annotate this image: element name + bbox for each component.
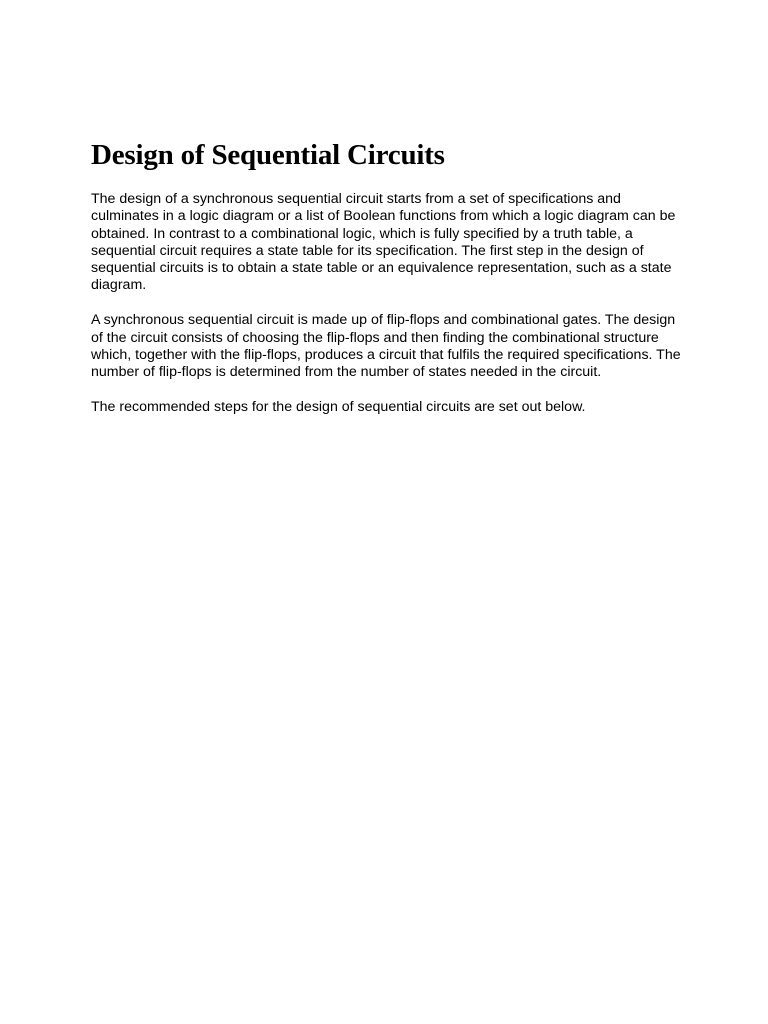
- document-body: [91, 138, 681, 434]
- paragraph-intro: The design of a synchronous sequential circuit starts from a set of specifications and culminates in a logic diagram or a list of Boolean functions from which a logic diagram can be obtained. In contrast to a combinational logic, which is fully specified by a truth table, a sequential circuit requires a state table for its specification. The first step in the design of sequential circuits is to obtain a state table or an equivalence representation, such as a state diagram.: [91, 191, 676, 294]
- paragraph-recommended-steps: The recommended steps for the design of sequential circuits are set out below.: [91, 399, 586, 416]
- paragraph-flip-flops: A synchronous sequential circuit is made up of flip-flops and combinational gates. The design of the circuit consists of choosing the flip-flops and then finding the combinational structure which, together with the flip-flops, produces a circuit that fulfils the required specifications. The number of flip-flops is determined from the number of states needed in the circuit.: [91, 312, 681, 381]
- document-title: Design of Sequential Circuits: [91, 139, 445, 171]
